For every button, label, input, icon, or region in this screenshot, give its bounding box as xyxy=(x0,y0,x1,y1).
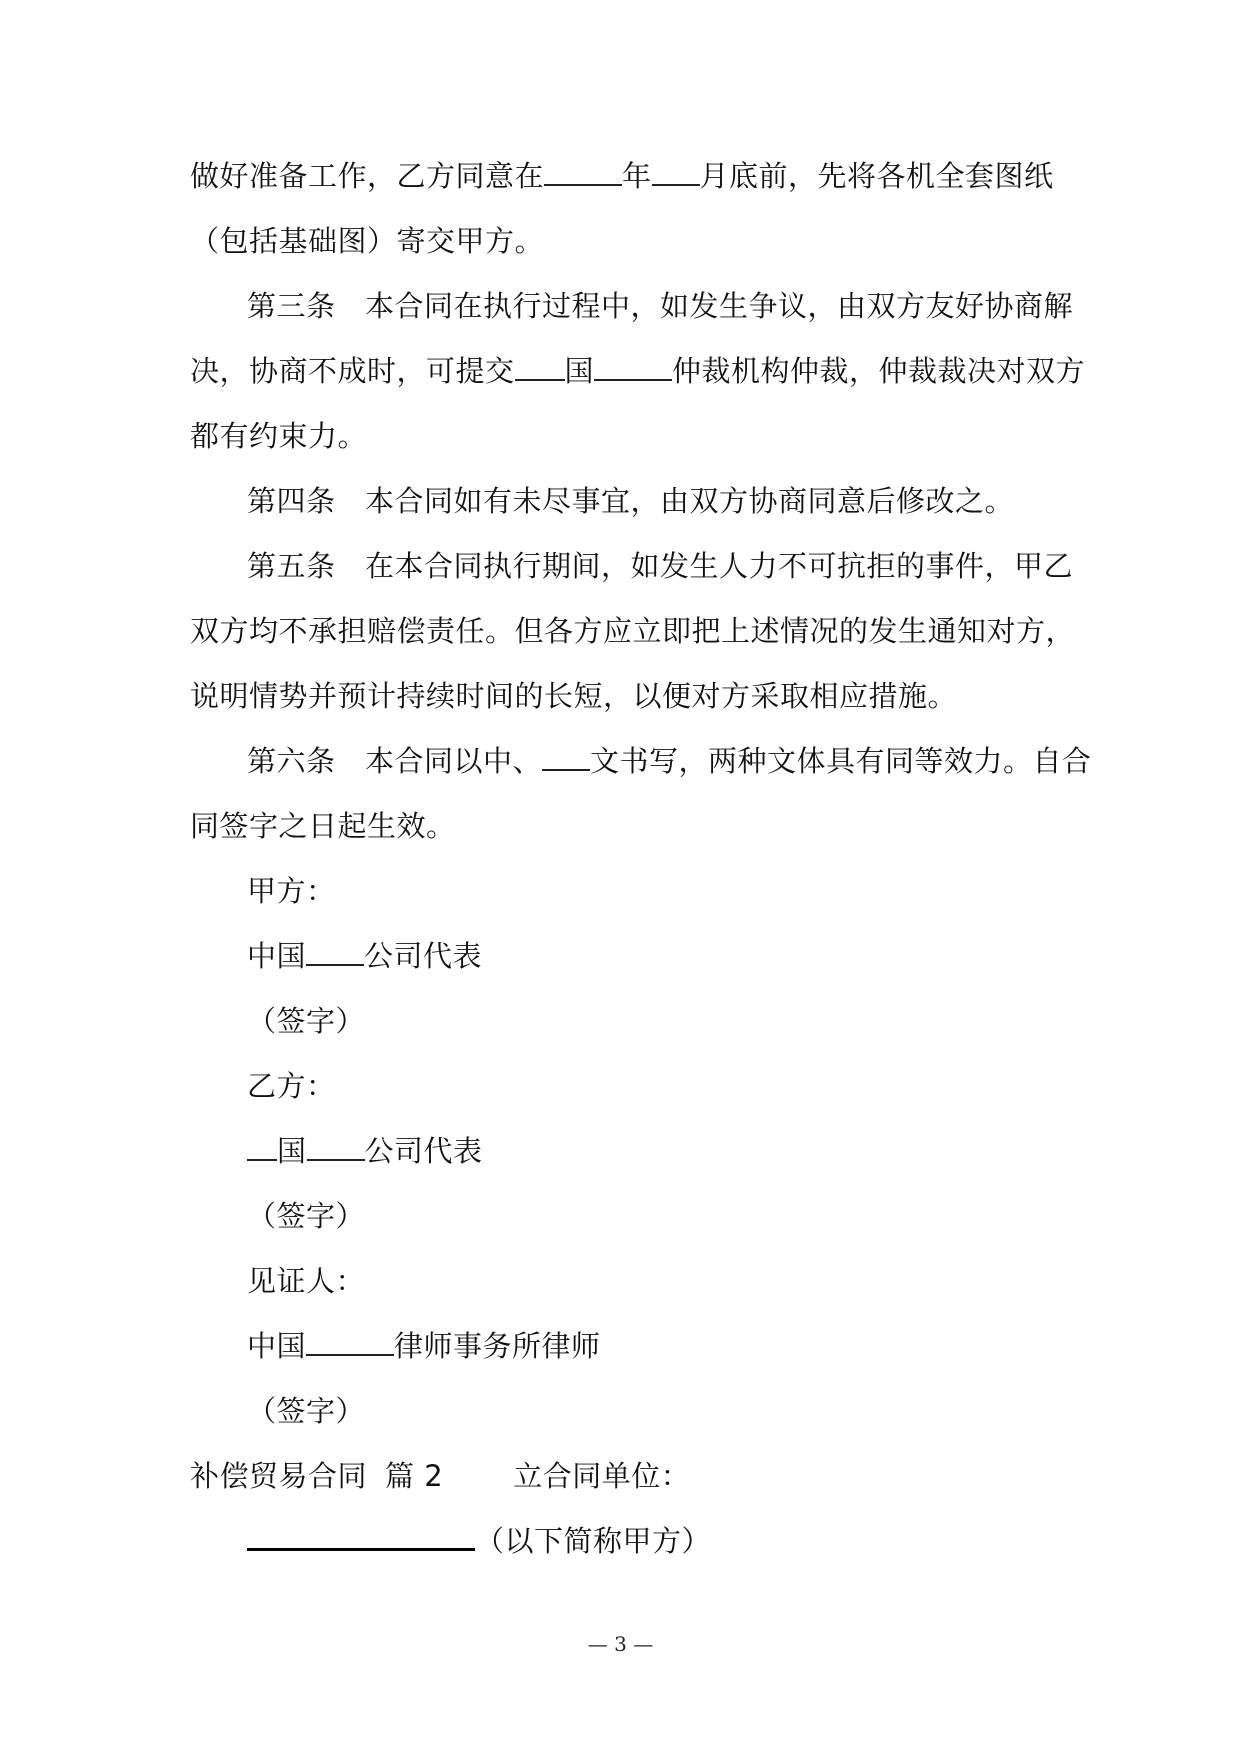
text-segment: 中国 xyxy=(247,1329,307,1363)
text-line: 双方均不承担赔偿责任。但各方应立即把上述情况的发生通知对方， xyxy=(190,614,1076,648)
party-b-representative-line xyxy=(247,1133,483,1169)
blank-underline xyxy=(652,160,700,186)
text-line: （包括基础图）寄交甲方。 xyxy=(190,224,545,258)
text-segment: 律师事务所律师 xyxy=(394,1329,601,1363)
text-segment: 文书写，两种文体具有同等效力。自合 xyxy=(590,744,1092,778)
blank-underline xyxy=(306,1330,394,1356)
text-segment: （以下简称甲方） xyxy=(475,1524,712,1558)
blank-underline xyxy=(594,355,672,381)
article-6-heading-line xyxy=(247,743,1092,779)
blank-underline xyxy=(306,940,364,966)
blank-underline xyxy=(515,355,565,381)
witness-lawyer-line xyxy=(247,1328,601,1364)
signature-label: （签字） xyxy=(247,1199,366,1233)
blank-underline xyxy=(542,745,590,771)
text-segment: 仲裁机构仲裁，仲裁裁决对双方 xyxy=(672,354,1086,388)
text-segment: 国 xyxy=(277,1134,307,1168)
text-line: 同签字之日起生效。 xyxy=(190,809,456,843)
text-segment: 国 xyxy=(564,354,595,388)
blank-underline xyxy=(247,1524,475,1551)
witness-label: 见证人： xyxy=(247,1264,366,1298)
signature-label: （签字） xyxy=(247,1394,366,1428)
contracting-unit-label: 立合同单位： xyxy=(513,1459,691,1493)
text-segment: 公司代表 xyxy=(364,939,483,973)
page-number: — 3 — xyxy=(587,1632,654,1656)
contract-title: 补偿贸易合同 xyxy=(190,1459,368,1493)
blank-underline xyxy=(307,1135,365,1161)
text-segment: 做好准备工作，乙方同意在 xyxy=(190,159,545,193)
party-a-representative-line xyxy=(247,938,482,974)
contract-number: 篇 2 xyxy=(385,1459,444,1493)
text-segment: 决，协商不成时，可提交 xyxy=(190,354,515,388)
text-line: 都有约束力。 xyxy=(190,419,368,453)
text-segment: 月底前，先将各机全套图纸 xyxy=(699,159,1054,193)
text-line xyxy=(190,353,1085,389)
text-segment: 中国 xyxy=(247,939,307,973)
party-a-label: 甲方： xyxy=(247,874,336,908)
article-4-line: 第四条 本合同如有未尽事宜，由双方协商同意后修改之。 xyxy=(247,484,1015,518)
article-5-heading-line: 第五条 在本合同执行期间，如发生人力不可抗拒的事件，甲乙 xyxy=(247,549,1074,583)
article-3-heading-line: 第三条 本合同在执行过程中，如发生争议，由双方友好协商解 xyxy=(247,289,1074,323)
text-line: 说明情势并预计持续时间的长短，以便对方采取相应措施。 xyxy=(190,679,958,713)
text-line xyxy=(190,158,1054,194)
signature-label: （签字） xyxy=(247,1004,366,1038)
text-segment: 第六条 本合同以中、 xyxy=(247,744,543,778)
contract-2-title-line xyxy=(190,1458,690,1494)
party-a-short-name-line xyxy=(247,1523,711,1559)
text-segment: 公司代表 xyxy=(364,1134,483,1168)
blank-underline xyxy=(544,160,622,186)
party-b-label: 乙方： xyxy=(247,1069,336,1103)
blank-underline xyxy=(247,1135,277,1161)
text-segment: 年 xyxy=(622,159,652,193)
